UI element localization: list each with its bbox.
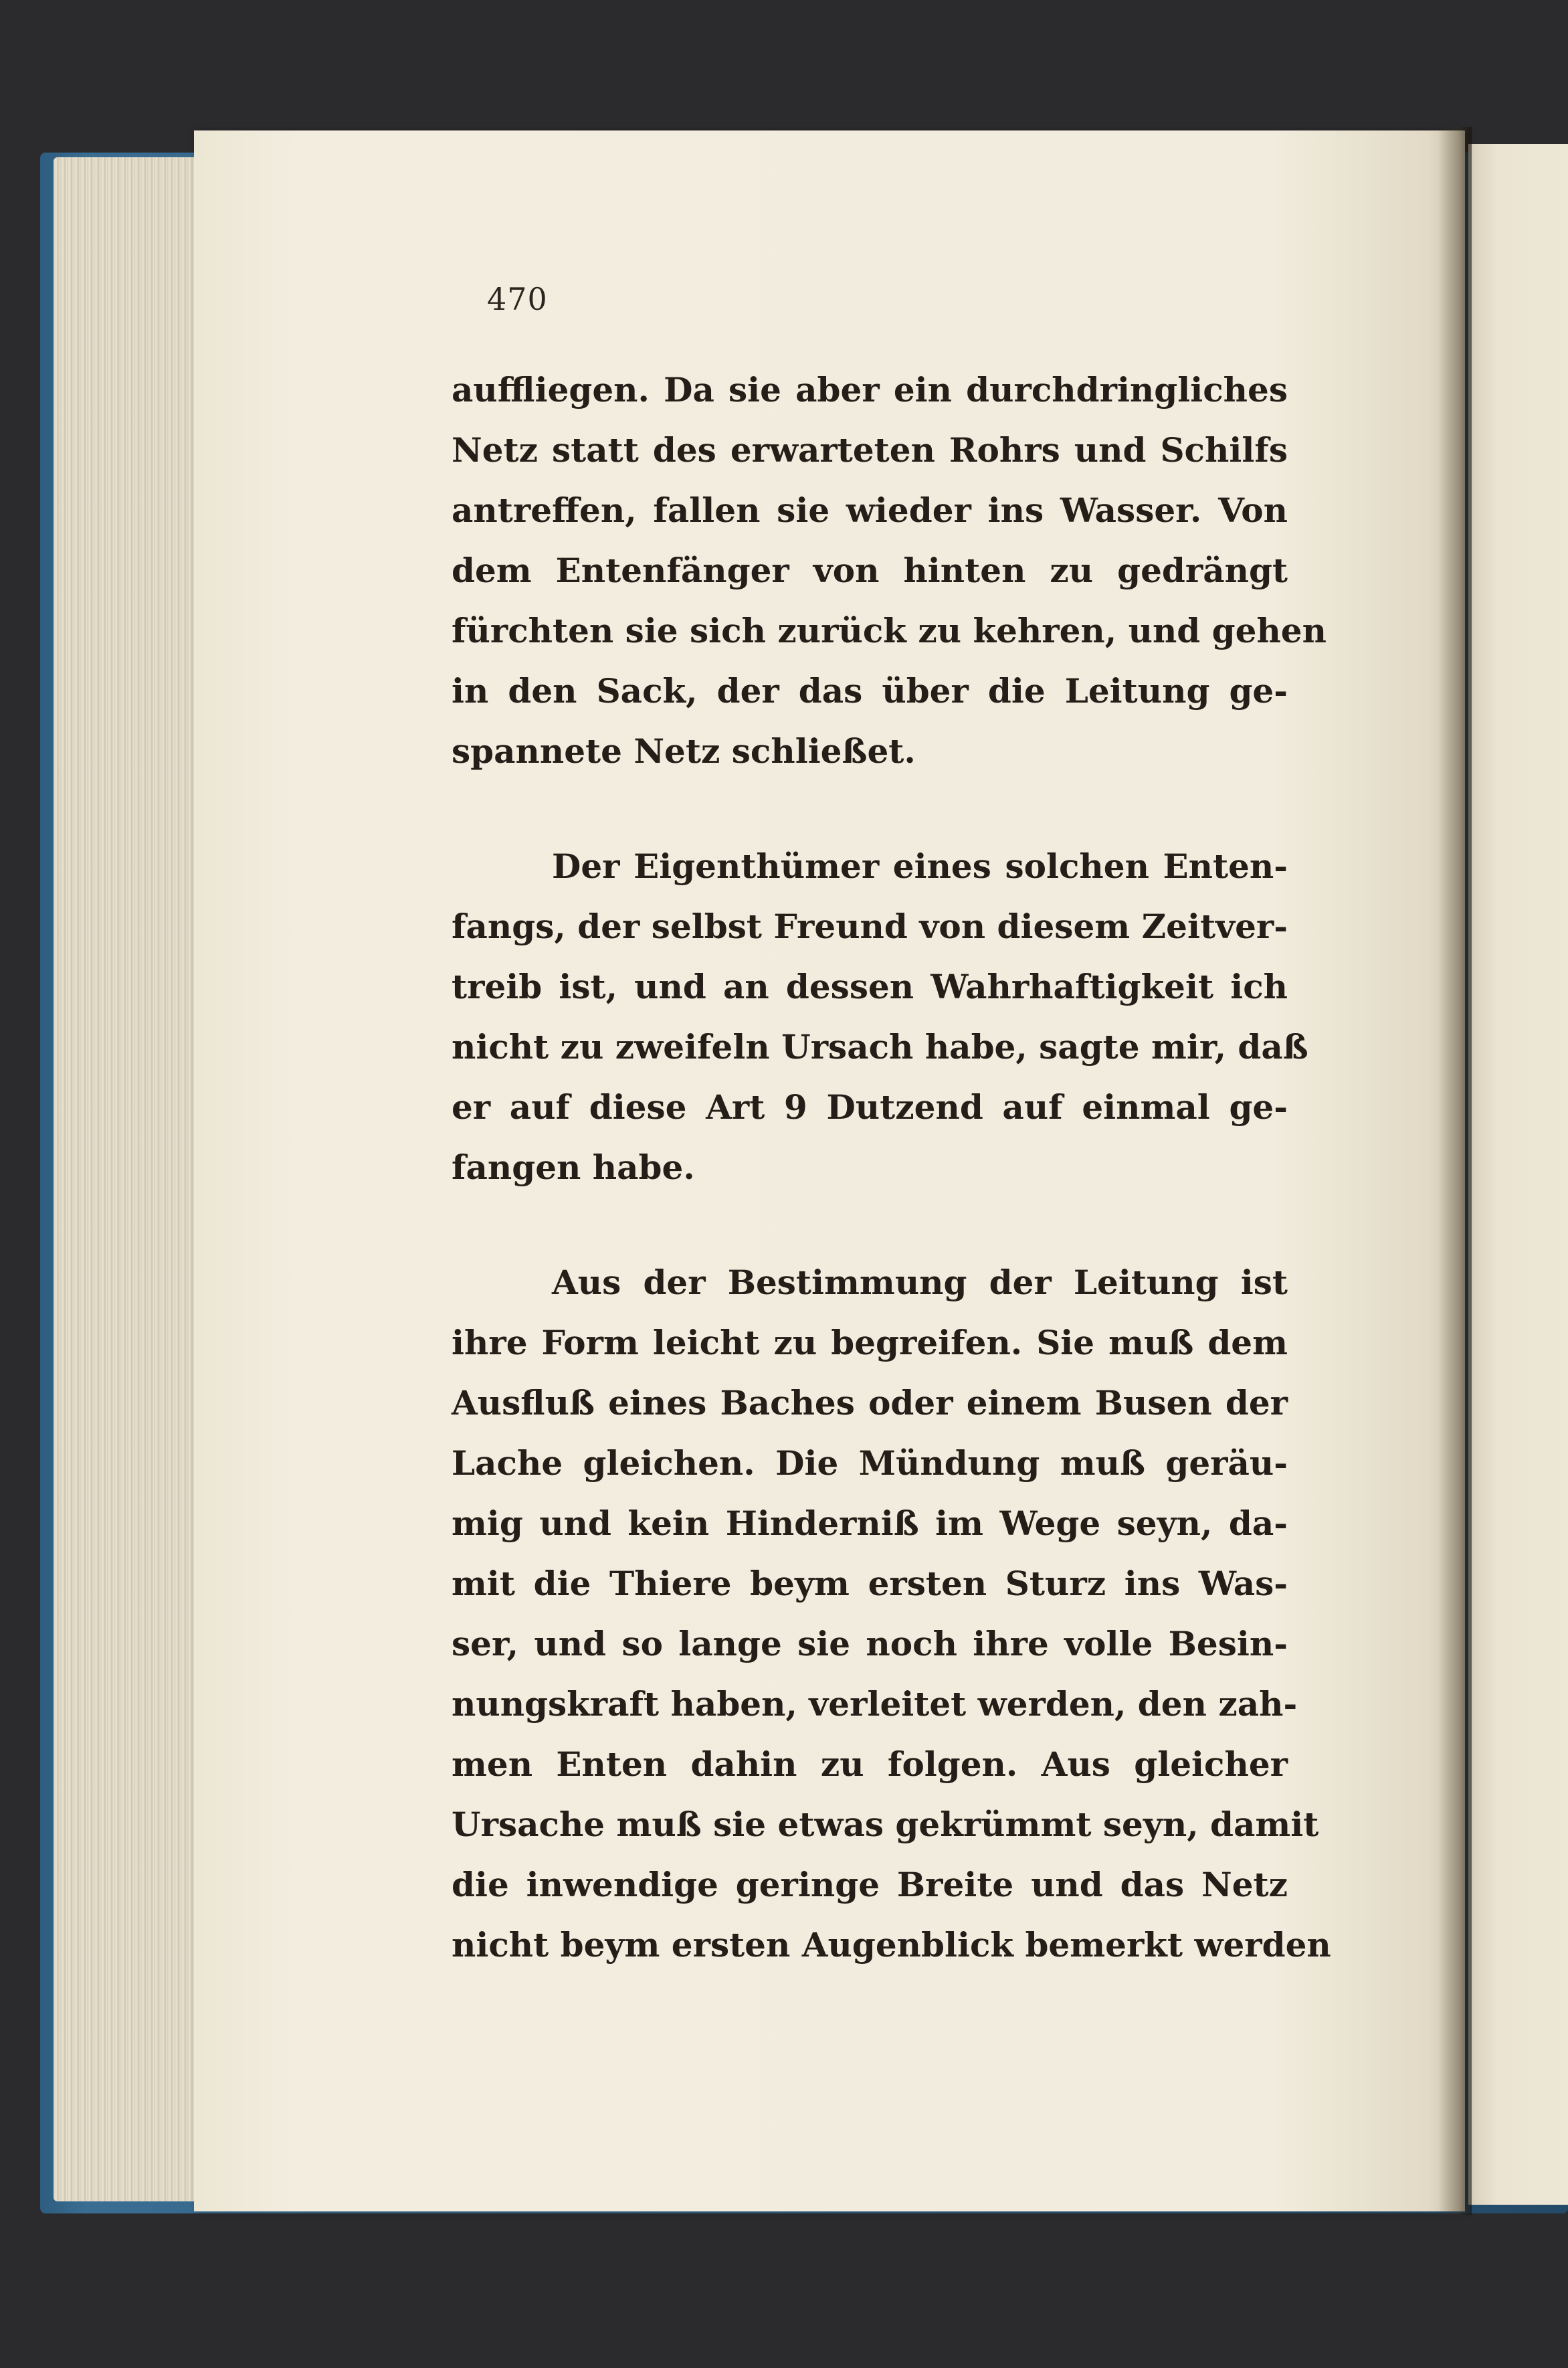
text-line: spannete Netz schließet. [452,731,916,771]
text-line: die inwendige geringe Breite und das Netz [452,1865,1288,1904]
text-line: Lache gleichen. Die Mündung muß geräu- [452,1443,1288,1483]
text-line: er auf diese Art 9 Dutzend auf einmal ge- [452,1087,1288,1127]
text-line: ihre Form leicht zu begreifen. Sie muß dem [452,1323,1288,1362]
book-gutter [1438,127,1472,2215]
facing-page [1468,144,1568,2205]
text-line: Ursache muß sie etwas gekrümmt seyn, damit [452,1805,1319,1844]
page-number: 470 [487,281,548,317]
text-line: fürchten sie sich zurück zu kehren, und gehen [452,611,1327,650]
text-line: treib ist, und an dessen Wahrhaftigkeit ich [452,967,1288,1006]
text-line: fangs, der selbst Freund von diesem Zeitver- [452,907,1288,946]
page-text [452,360,1331,2030]
text-line: Aus der Bestimmung der Leitung ist [552,1263,1288,1302]
text-line: antreffen, fallen sie wieder ins Wasser. Von [452,490,1288,530]
text-line: men Enten dahin zu folgen. Aus gleicher [452,1744,1288,1784]
paragraph [452,836,1308,1198]
page-edges [54,157,207,2201]
text-line: Der Eigenthümer eines solchen Enten- [552,846,1288,886]
text-line: Netz statt des erwarteten Rohrs und Schilfs [452,430,1288,470]
text-line: mig und kein Hinderniß im Wege seyn, da- [452,1504,1288,1543]
paragraph [452,360,1327,782]
text-line: ser, und so lange sie noch ihre volle Besin- [452,1624,1288,1663]
text-line: Ausfluß eines Baches oder einem Busen der [452,1383,1288,1423]
text-line: fangen habe. [452,1148,695,1187]
text-line: auffliegen. Da sie aber ein durchdringliches [452,370,1288,409]
text-line: nicht zu zweifeln Ursach habe, sagte mir, daß [452,1027,1308,1067]
text-line: mit die Thiere beym ersten Sturz ins Was- [452,1564,1288,1603]
text-line: in den Sack, der das über die Leitung ge- [452,671,1288,711]
paragraph [452,1253,1331,1975]
text-line: dem Entenfänger von hinten zu gedrängt [452,551,1288,590]
text-line: nicht beym ersten Augenblick bemerkt werden [452,1925,1331,1965]
text-line: nungskraft haben, verleitet werden, den zah- [452,1684,1298,1724]
